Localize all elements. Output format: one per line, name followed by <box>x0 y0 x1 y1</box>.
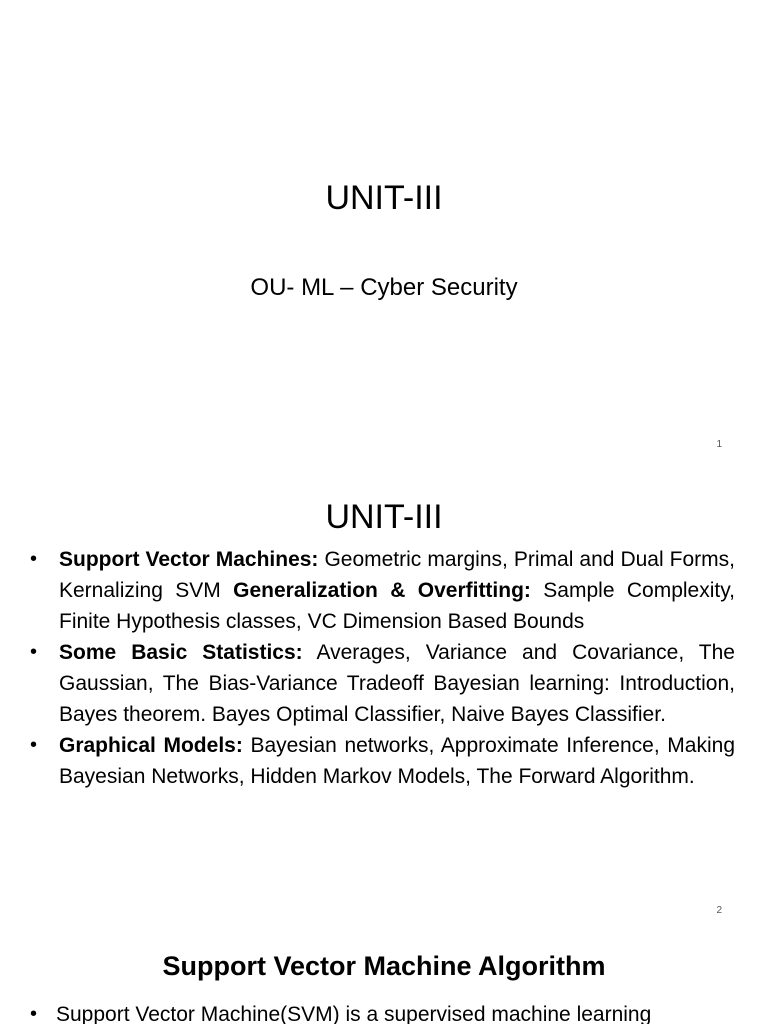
bullet-text: Support Vector Machine(SVM) is a supervised machine learning <box>56 1003 652 1024</box>
bullet-icon: • <box>30 548 38 570</box>
slide-title: Support Vector Machine Algorithm <box>162 951 606 981</box>
bullet-icon: • <box>30 1003 38 1024</box>
bullet-text: Geometric margins, Primal and Dual Forms, Kernalizing SVM <box>59 548 735 602</box>
slide-title: UNIT-III <box>325 179 443 217</box>
list-item <box>30 544 735 637</box>
bullet-heading: Some Basic Statistics: <box>59 641 303 664</box>
bullet-heading: Support Vector Machines: <box>59 548 319 571</box>
slide-2 <box>0 460 768 920</box>
slide-title: UNIT-III <box>325 498 443 536</box>
slide-3 <box>0 920 768 1024</box>
list-item <box>30 730 735 792</box>
bullet-text: Bayesian networks, Approximate Inference, Making Bayesian Networks, Hidden Markov Models, The Forward Algorithm. <box>59 734 735 788</box>
bullet-heading: Graphical Models: <box>59 734 243 757</box>
slide-subtitle: OU- ML – Cyber Security <box>250 274 518 301</box>
bullet-text: Averages, Variance and Covariance, The Gaussian, The Bias-Variance Tradeoff Bayesian learning: Introduction, Bayes theorem. Bayes Optimal Classifier, Naive Bayes Classifier. <box>59 641 735 726</box>
bullet-icon: • <box>30 641 38 663</box>
bullet-list <box>30 544 735 792</box>
bullet-heading: Generalization & Overfitting: <box>233 579 531 602</box>
bullet-text: Sample Complexity, Finite Hypothesis classes, VC Dimension Based Bounds <box>59 579 735 633</box>
slide-1 <box>0 0 768 460</box>
bullet-icon: • <box>30 734 38 756</box>
bullet-list <box>30 999 735 1024</box>
slide-number: 1 <box>716 439 722 450</box>
list-item <box>30 637 735 730</box>
list-item <box>30 999 735 1024</box>
slide-number: 2 <box>716 905 722 916</box>
